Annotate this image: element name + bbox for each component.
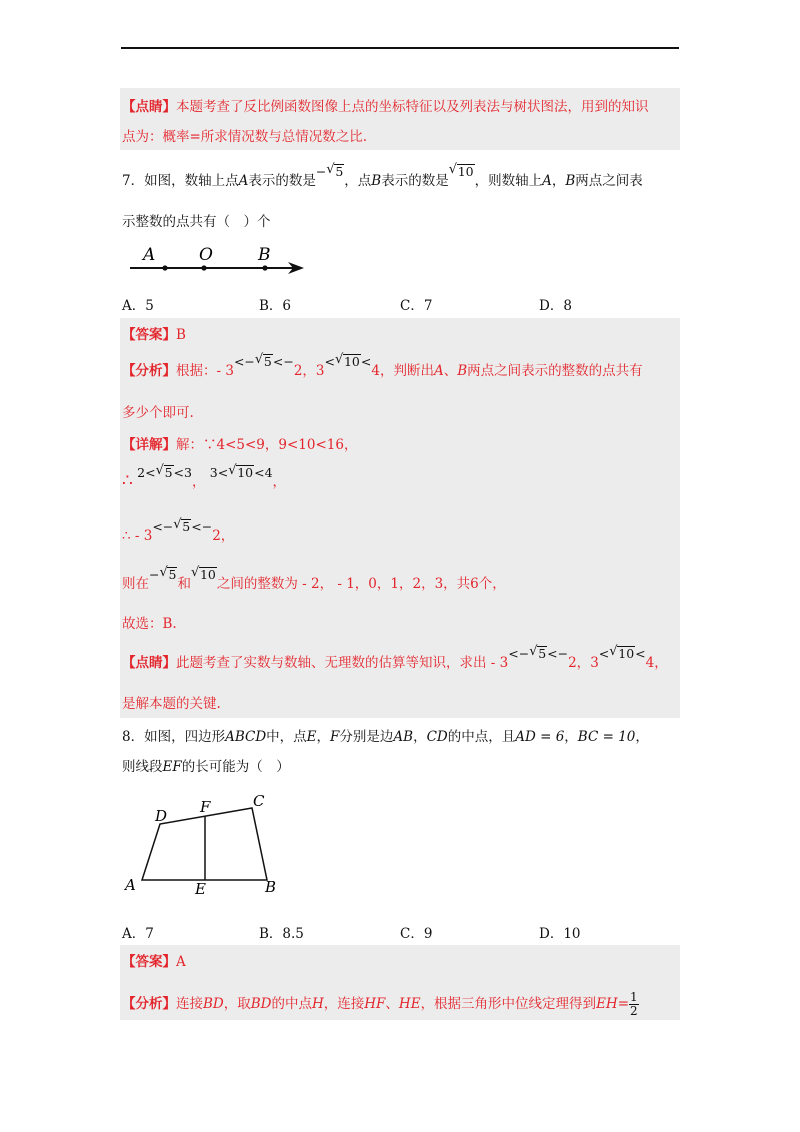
sqrt-symbol: √ 10 (228, 463, 254, 480)
analysis-text: 连接 (176, 996, 203, 1012)
stem-text: 表示的数是 (381, 173, 449, 189)
point-label: A (433, 363, 444, 379)
symbol: 2< (137, 465, 156, 480)
point-label-f: F (200, 798, 211, 816)
math-label: EH (596, 996, 618, 1012)
q7-analysis-line1 (122, 352, 643, 380)
ineq-expr (325, 354, 372, 369)
point-label: A (542, 173, 552, 189)
math-label: EF (162, 759, 182, 775)
label-b: B (258, 245, 271, 265)
q7-number-line-figure (128, 243, 308, 279)
sqrt-symbol: √ 5 (529, 644, 547, 661)
detail-text: 则在 (122, 576, 149, 592)
point-a-dot (162, 265, 167, 270)
point-label: B (457, 363, 468, 379)
q7-detail-line3 (122, 517, 235, 545)
option-a: A．5 (122, 298, 154, 314)
comment-text: 是解本题的关键. (122, 696, 221, 712)
symbol: <− (508, 646, 530, 661)
detail-text: 解：∵4<5<9，9<10<16， (176, 437, 358, 453)
stem-text: 8．如图，四边形 (122, 729, 226, 745)
symbol: < (635, 646, 646, 661)
minus-sign: − (149, 567, 160, 582)
radicand: 10 (199, 567, 216, 582)
q7-stem-line1: 7．如图，数轴上点A表示的数是− √ 5，点B表示的数是 √ 10，则数轴上A，B两点之间表 (122, 162, 643, 189)
analysis-text: 4， (371, 363, 394, 379)
vertex-label-c: C (253, 792, 265, 810)
comment-text: 3 (590, 655, 599, 671)
analysis-text: - 3 (216, 363, 234, 379)
radicand: 5 (182, 519, 191, 534)
option-b: B．6 (259, 298, 292, 314)
math-label: BD (250, 996, 272, 1012)
q6-comment-line1 (122, 98, 649, 116)
comment-tag: 【点睛】 (122, 99, 176, 115)
option-a: A．7 (122, 926, 154, 942)
radicand: 5 (538, 646, 547, 661)
detail-text: ， (272, 474, 287, 490)
stem-text: 7．如图，数轴上点 (122, 173, 239, 189)
ineq-expr (137, 465, 192, 480)
minus-sign: − (315, 164, 327, 179)
stem-text: 示整数的点共有（ ）个 (122, 214, 271, 230)
q7-detail-line1 (122, 436, 357, 454)
ineq-expr (152, 519, 212, 534)
option-d: D．8 (539, 298, 572, 314)
sqrt-symbol: √ 5 (159, 565, 177, 582)
math-expr: BC = 10 (577, 729, 636, 745)
q7-answer (122, 326, 186, 344)
neg-sqrt5 (316, 164, 344, 179)
stem-text: 两点之间表 (575, 173, 643, 189)
sqrt10 (449, 164, 475, 179)
math-expr: AD = 6 (515, 729, 565, 745)
stem-text: ，则数轴上 (474, 173, 543, 189)
answer-tag: 【答案】 (122, 327, 176, 343)
detail-text: ， (191, 474, 206, 490)
q7-stem-line2 (122, 213, 271, 231)
sqrt10 (191, 567, 217, 582)
symbol: <4 (254, 465, 273, 480)
symbol: < (360, 354, 372, 369)
vertex-label-a: A (125, 876, 136, 894)
q7-detail-line5 (122, 615, 177, 633)
comment-tag: 【点睛】 (122, 655, 176, 671)
stem-text: 分别是边 (339, 729, 394, 745)
sqrt-symbol: √ 5 (155, 463, 173, 480)
answer-value: B (176, 327, 186, 343)
symbol: <3 (173, 465, 192, 480)
math-label: H (312, 996, 324, 1012)
symbol: 3< (209, 465, 229, 480)
symbol: <− (233, 354, 255, 369)
ineq-expr (508, 646, 568, 661)
therefore-symbol: ∴ (122, 471, 133, 491)
analysis-text: ，根据三角形中位线定理得到 (420, 996, 597, 1012)
stem-text: 则线段 (122, 759, 163, 775)
detail-text: 2， (212, 528, 235, 544)
answer-value: A (176, 954, 186, 970)
math-label: F (330, 729, 340, 745)
detail-text: 和 (177, 576, 191, 592)
neg-sqrt5 (149, 567, 177, 582)
math-label: CD (426, 729, 448, 745)
label-a: A (143, 245, 156, 265)
symbol: < (598, 646, 610, 661)
symbol: <− (152, 519, 174, 534)
q8-analysis-line1 (122, 991, 639, 1018)
point-label-e: E (195, 880, 206, 898)
analysis-tag: 【分析】 (122, 363, 176, 379)
option-c: C．9 (400, 926, 433, 942)
ineq-expr (210, 465, 273, 480)
comment-text: 点为：概率=所求情况数与总情况数之比. (122, 129, 368, 145)
stem-text: ， (413, 729, 427, 745)
option-d: D．10 (539, 926, 581, 942)
radicand: 5 (263, 354, 272, 369)
q8-answer (122, 953, 186, 971)
radicand: 5 (164, 465, 173, 480)
comment-text: 4， (645, 655, 668, 671)
math-label: AB (393, 729, 414, 745)
ineq-expr (599, 646, 646, 661)
analysis-text: 多少个即可. (122, 405, 194, 421)
detail-tag: 【详解】 (122, 437, 176, 453)
point-label: A (238, 173, 249, 189)
point-b-dot (262, 265, 267, 270)
header-rule (121, 47, 679, 49)
stem-text: ， (316, 729, 331, 745)
q8-quadrilateral-figure (122, 790, 292, 900)
q7-detail-line2 (122, 463, 287, 491)
point-label: B (565, 173, 576, 189)
stem-text: 中，点 (266, 729, 307, 745)
fraction-one-half (629, 991, 639, 1018)
analysis-text: 3 (315, 363, 325, 379)
symbol: <− (272, 354, 294, 369)
analysis-text: 的中点 (271, 996, 312, 1012)
radicand: 5 (335, 164, 344, 179)
fraction-denominator: 2 (630, 1004, 638, 1018)
radicand: 5 (168, 567, 177, 582)
comment-text: 2， (568, 655, 591, 671)
symbol: <− (547, 646, 569, 661)
sqrt-symbol: √ 10 (334, 352, 360, 369)
analysis-text: ，连接 (323, 996, 365, 1012)
detail-text: ∴ - 3 (122, 528, 153, 544)
ineq-expr (234, 354, 294, 369)
q8-stem-line2 (122, 758, 290, 776)
sqrt-symbol: √ 10 (609, 644, 635, 661)
q7-comment-line1 (122, 644, 668, 672)
math-label: ABCD (225, 729, 267, 745)
stem-text: ， (635, 729, 649, 745)
analysis-tag: 【分析】 (122, 996, 176, 1012)
analysis-text: 、 (385, 996, 399, 1012)
comment-text: 本题考查了反比例函数图像上点的坐标特征以及列表法与树状图法，用到的知识 (176, 99, 649, 115)
sqrt-symbol: √ 5 (326, 162, 344, 179)
q6-comment-line2 (122, 128, 367, 146)
stem-text: 的长可能为（ ） (181, 759, 290, 775)
point-label: B (371, 173, 382, 189)
radicand: 10 (237, 465, 254, 480)
math-label: E (306, 729, 317, 745)
stem-text: ， (564, 729, 578, 745)
q7-comment-line2 (122, 695, 221, 713)
q7-analysis-line2 (122, 404, 194, 422)
sqrt-symbol: √ 5 (173, 517, 191, 534)
analysis-text: 根据： (176, 363, 217, 379)
radicand: 10 (343, 354, 360, 369)
stem-text: ，点 (344, 173, 372, 189)
vertex-label-d: D (155, 807, 168, 825)
math-label: HE (398, 996, 421, 1012)
radicand: 10 (618, 646, 635, 661)
detail-text: 故选：B. (122, 616, 177, 632)
analysis-text: 、 (443, 363, 458, 379)
label-o: O (199, 245, 213, 265)
math-label: HF (364, 996, 386, 1012)
sqrt-symbol: √ 5 (254, 352, 272, 369)
comment-text: 此题考查了实数与数轴、无理数的估算等知识，求出 - 3 (176, 655, 509, 671)
symbol: <− (191, 519, 213, 534)
detail-text: 之间的整数为 - 2， - 1，0，1，2，3，共6个， (216, 576, 506, 592)
vertex-label-b: B (265, 878, 277, 896)
sqrt-symbol: √ 10 (190, 565, 216, 582)
analysis-text: 判断出 (393, 363, 434, 379)
option-b: B．8.5 (259, 926, 304, 942)
symbol: < (324, 354, 335, 369)
q8-stem-line1 (122, 728, 649, 746)
analysis-text: 2， (293, 363, 316, 379)
point-o-dot (201, 265, 206, 270)
option-c: C．7 (400, 298, 433, 314)
radicand: 10 (457, 164, 474, 179)
analysis-text: 两点之间表示的整数的点共有 (467, 363, 643, 379)
q7-detail-line4 (122, 565, 506, 593)
stem-text: 的中点，且 (447, 729, 516, 745)
stem-text: 表示的数是 (248, 173, 316, 189)
sqrt-symbol: √ 10 (448, 162, 474, 179)
analysis-text: ，取 (223, 996, 251, 1012)
fraction-numerator: 1 (630, 990, 638, 1004)
answer-tag: 【答案】 (122, 954, 176, 970)
math-label: BD (203, 996, 224, 1012)
symbol: = (617, 996, 630, 1012)
